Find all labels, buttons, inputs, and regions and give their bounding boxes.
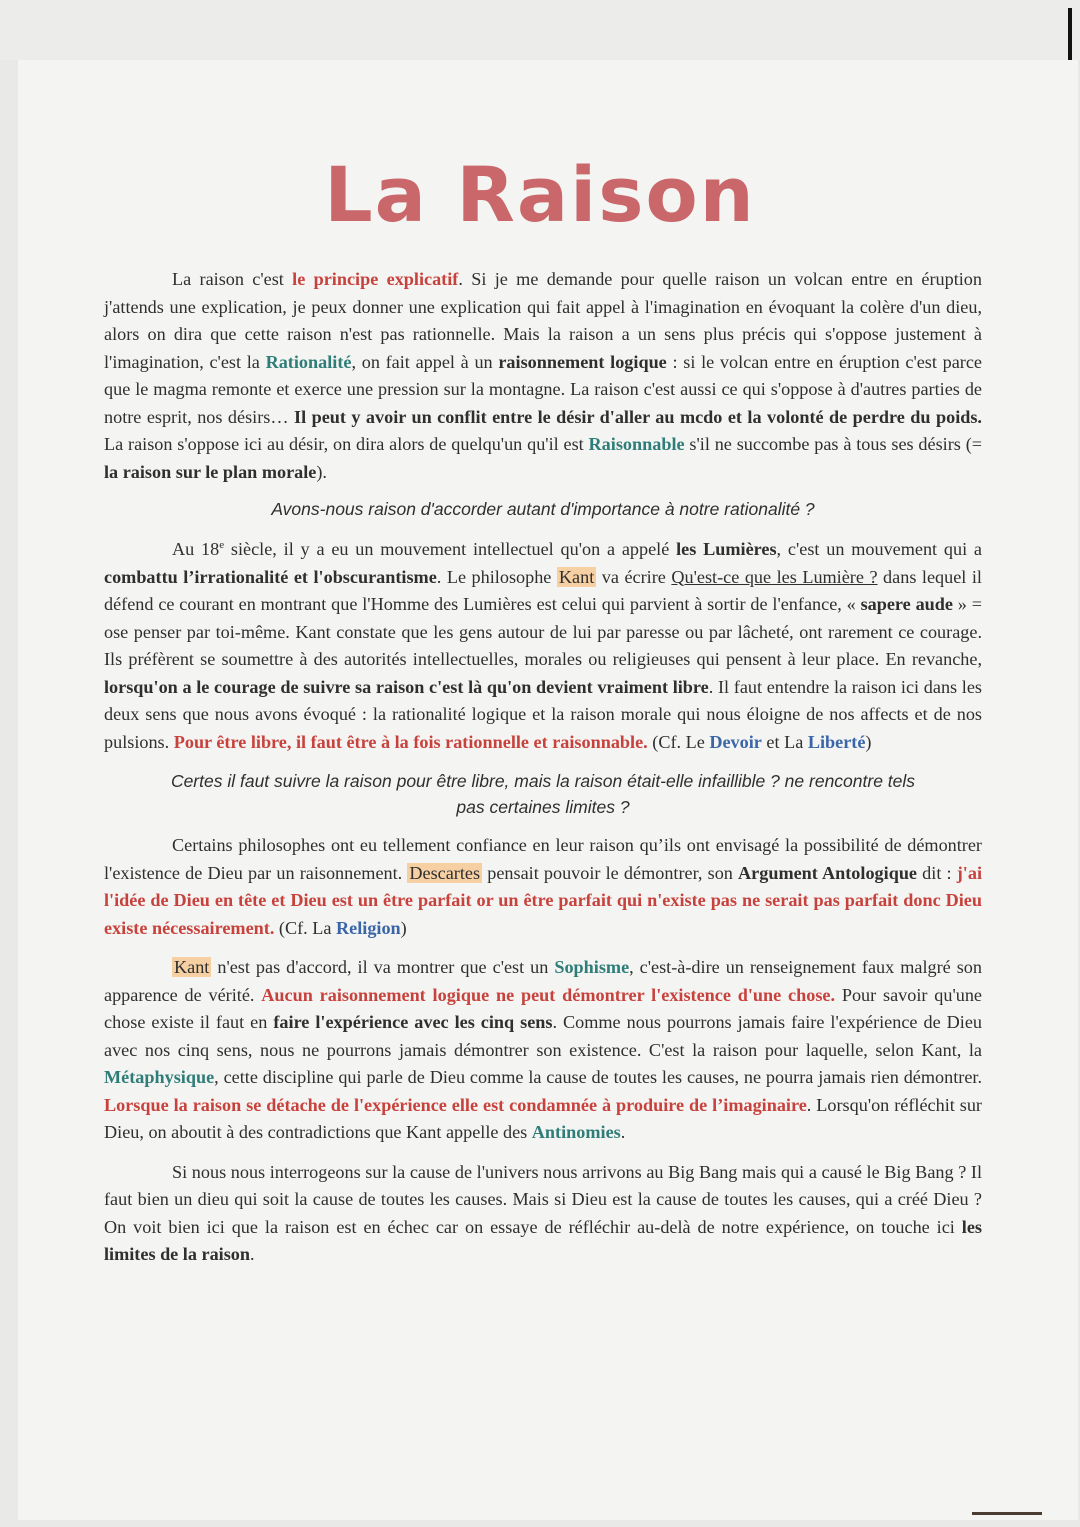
term-raison-morale: la raison sur le plan morale: [104, 461, 317, 482]
page-title: La Raison: [324, 150, 756, 239]
term-antinomies: Antinomies: [531, 1122, 621, 1143]
term-raisonnement-logique: raisonnement logique: [498, 351, 667, 372]
question-2-line-1: Certes il faut suivre la raison pour être libre, mais la raison était-elle infaillible ? ne rencontre tels: [170, 771, 916, 792]
argument-statement: j'ai l'idée de Dieu en tête et Dieu est un être parfait or un être parfait qui n'existe pas ne serait pas parfait donc Dieu existe nécessairement.: [104, 862, 982, 938]
paragraph-definition: La raison c'est le principe explicatif. Si je me demande pour quelle raison un volcan entre en éruption j'attends une explication, je peux donner une explication qui fait appel à l'imagination en évoquant la colère d'un dieu, alors on dira que cette raison n'est pas rationnelle. Mais la raison a un sens plus précis qui s'oppose justement à l'imagination, c'est la Rationalité, on fait appel à un raisonnement logique : si le volcan entre en éruption c'est parce que le magma remonte et exerce une pression sur la montagne. La raison c'est aussi ce qui s'oppose à d'autres parties de notre esprit, nos désirs… Il peut y avoir un conflit entre le désir d'aller au mcdo et la volonté de perdre du poids. La raison s'oppose ici au désir, on dira alors de quelqu'un qu'il est Raisonnable s'il ne succombe pas à tous ses désirs (= la raison sur le plan morale).: [104, 269, 983, 482]
statement-aucun-raisonnement: Aucun raisonnement logique ne peut démontrer l'existence d'une chose.: [261, 984, 836, 1005]
term-rationalite: Rationalité: [265, 351, 352, 372]
highlight-kant-2: Kant: [174, 957, 210, 978]
scan-top-strip: [0, 0, 1080, 60]
document-body: [104, 266, 982, 1269]
paragraph-big-bang: Si nous nous interrogeons sur la cause de l'univers nous arrivons au Big Bang mais qui a causé le Big Bang ? Il faut bien un dieu qui soit la cause de toutes les causes. Mais si Dieu est la cause de toutes les causes, qui a créé Dieu ? On voit bien ici que la raison est en échec car on essaye de réfléchir au-delà de notre expérience, on touche ici les limites de la raison.: [104, 1161, 982, 1265]
term-irrationalite: combattu l’irrationalité et l'obscurantisme: [104, 566, 437, 587]
term-experience-cinq-sens: faire l'expérience avec les cinq sens: [273, 1012, 553, 1033]
term-argument-antologique: Argument Antologique: [738, 862, 918, 883]
paragraph-lumieres: Au 18e siècle, il y a eu un mouvement intellectuel qu'on a appelé les Lumières, c'est un mouvement qui a combattu l’irrationalité et l'obscurantisme. Le philosophe Kant va écrire Qu'est-ce que les Lumière ? dans lequel il défend ce courant en montrant que l'Homme des Lumières est celui qui parvient à sortir de l'enfance, « sapere aude » = ose penser par toi-même. Kant constate que les gens autour de lui par paresse ou par lâcheté, ont rarement ce courage. Ils préfèrent se soumettre à des autorités intellectuelles, morales ou religieuses qui pensent à leur place. En revanche, lorsqu'on a le courage de suivre sa raison c'est là qu'on devient vraiment libre. Il faut entendre la raison ici dans les deux sens que nous avons évoqué : la rationalité logique et la raison morale qui nous éloigne de nos affects et de nos pulsions. Pour être libre, il faut être à la fois rationnelle et raisonnable. (Cf. Le Devoir et La Liberté): [104, 539, 983, 752]
ref-religion: Religion: [336, 917, 401, 938]
ref-liberte: Liberté: [807, 731, 866, 752]
question-1: Avons-nous raison d'accorder autant d'importance à notre rationalité ?: [271, 499, 815, 519]
highlight-descartes: Descartes: [409, 862, 481, 883]
book-title: Qu'est-ce que les Lumière ?: [671, 566, 878, 587]
paragraph-kant-sophisme: Kant n'est pas d'accord, il va montrer que c'est un Sophisme, c'est-à-dire un renseignement faux malgré son apparence de vérité. Aucun raisonnement logique ne peut démontrer l'existence d'une chose. Pour savoir qu'une chose existe il faut en faire l'expérience avec les cinq sens. Comme nous pourrons jamais faire l'expérience de Dieu avec nos cinq sens, nous ne pourrons jamais démontrer son existence. C'est la raison pour laquelle, selon Kant, la Métaphysique, cette discipline qui parle de Dieu comme la cause de toutes les causes, ne pourra jamais rien démontrer. Lorsque la raison se détache de l'expérience elle est condamnée à produire de l’imaginaire. Lorsqu'on réfléchit sur Dieu, on aboutit à des contradictions que Kant appelle des Antinomies.: [104, 957, 983, 1143]
term-raisonnable: Raisonnable: [588, 434, 685, 454]
term-limites-raison: les limites de la raison: [104, 1216, 982, 1265]
term-metaphysique: Métaphysique: [104, 1067, 215, 1088]
statement-imaginaire: Lorsque la raison se détache de l'expérience elle est condamnée à produire de l’imaginaire: [104, 1094, 807, 1115]
term-principe-explicatif: le principe explicatif: [292, 269, 459, 289]
statement-libre: lorsqu'on a le courage de suivre sa raison c'est là qu'on devient vraiment libre: [104, 676, 709, 697]
statement-rationnelle-raisonnable: Pour être libre, il faut être à la fois rationnelle et raisonnable.: [173, 731, 648, 752]
term-sapere-aude: sapere aude: [860, 594, 953, 615]
scan-edge-mark: [1068, 8, 1072, 64]
scan-bottom-mark: [972, 1512, 1042, 1515]
term-sophisme: Sophisme: [554, 957, 630, 978]
example-conflict: Il peut y avoir un conflit entre le désir d'aller au mcdo et la volonté de perdre du poids.: [294, 406, 982, 427]
highlight-kant: Kant: [558, 566, 595, 587]
paragraph-descartes: Certains philosophes ont eu tellement confiance en leur raison qu’ils ont envisagé la possibilité de démontrer l'existence de Dieu par un raisonnement. Descartes pensait pouvoir le démontrer, son Argument Antologique dit : j'ai l'idée de Dieu en tête et Dieu est un être parfait or un être parfait qui n'existe pas ne serait pas parfait donc Dieu existe nécessairement. (Cf. La Religion): [104, 835, 982, 938]
term-lumieres: les Lumières: [676, 539, 777, 560]
ref-devoir: Devoir: [709, 731, 762, 752]
question-2-line-2: pas certaines limites ?: [456, 797, 630, 818]
